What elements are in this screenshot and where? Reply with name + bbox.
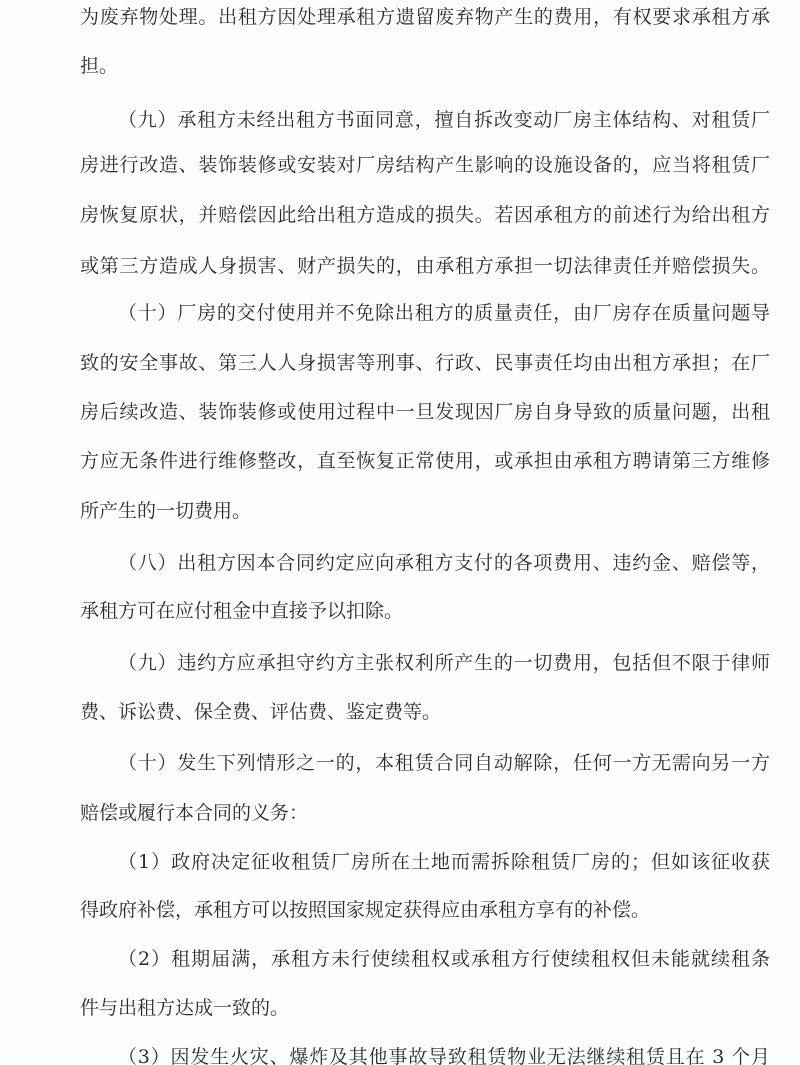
text-line: 得政府补偿，承租方可以按照国家规定获得应由承租方享有的补偿。 [80,899,651,921]
text-line: （2）租期届满，承租方未行使续租权或承租方行使续租权但未能就续租条 [118,948,770,970]
text-line: （十）发生下列情形之一的，本租赁合同自动解除，任何一方无需向另一方 [118,752,770,774]
text-line: 方应无条件进行维修整改，直至恢复正常使用，或承担由承租方聘请第三方维修 [80,450,770,472]
text-line: （3）因发生火灾、爆炸及其他事故导致租赁物业无法继续租赁且在 3 个月 [118,1046,770,1065]
text-line: 或第三方造成人身损害、财产损失的，由承租方承担一切法律责任并赔偿损失。 [80,255,770,277]
text-line: 费、诉讼费、保全费、评估费、鉴定费等。 [80,701,442,723]
text-line: （八）出租方因本合同约定应向承租方支付的各项费用、违约金、赔偿等， [118,552,770,574]
text-line: 房后续改造、装饰装修或使用过程中一旦发现因厂房自身导致的质量问题，出租 [80,401,770,423]
text-line: 致的安全事故、第三人人身损害等刑事、行政、民事责任均由出租方承担；在厂 [80,352,770,374]
text-line: 件与出租方达成一致的。 [80,997,290,1019]
text-line: 房恢复原状，并赔偿因此给出租方造成的损失。若因承租方的前述行为给出租方 [80,204,770,226]
text-line: （九）承租方未经出租方书面同意，擅自拆改变动厂房主体结构、对租赁厂 [118,109,770,131]
text-line: （1）政府决定征收租赁厂房所在土地而需拆除租赁厂房的；但如该征收获 [118,851,770,873]
text-line: 房进行改造、装饰装修或安装对厂房结构产生影响的设施设备的，应当将租赁厂 [80,154,770,176]
text-line: （九）违约方应承担守约方主张权利所产生的一切费用，包括但不限于律师 [118,652,770,674]
text-line: 所产生的一切费用。 [80,500,252,522]
text-line: 赔偿或履行本合同的义务： [80,802,309,824]
text-line: 担。 [80,55,119,77]
text-line: 为废弃物处理。出租方因处理承租方遗留废弃物产生的费用，有权要求承租方承 [80,6,770,28]
text-line: （十）厂房的交付使用并不免除出租方的质量责任，由厂房存在质量问题导 [118,302,770,324]
text-line: 承租方可在应付租金中直接予以扣除。 [80,600,404,622]
